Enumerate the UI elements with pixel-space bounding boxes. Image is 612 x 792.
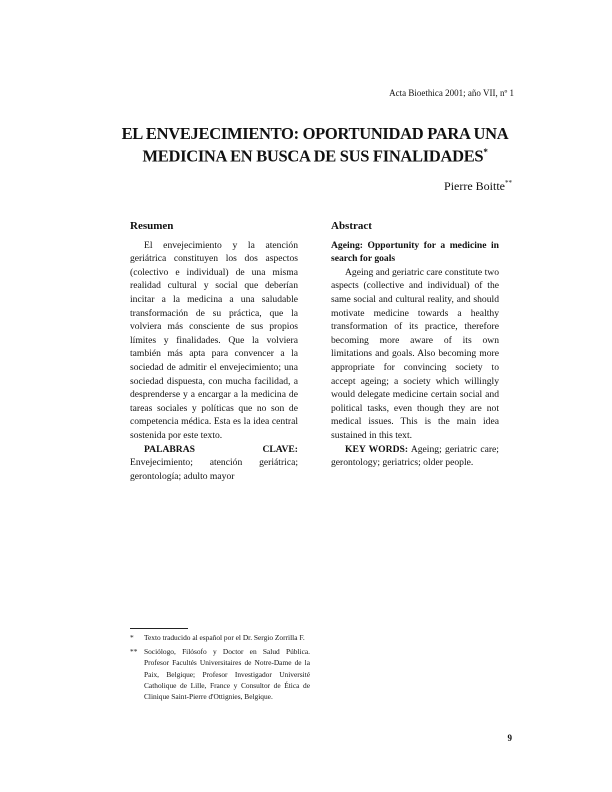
resumen-column (130, 220, 298, 483)
footnote-item (130, 646, 310, 702)
resumen-keywords-label: PALABRAS CLAVE: (144, 443, 298, 455)
footnote-mark: ** (130, 647, 138, 657)
footnotes (130, 632, 310, 705)
author-text: Pierre Boitte (444, 179, 505, 193)
resumen-keywords (130, 443, 298, 484)
journal-citation: Acta Bioethica 2001; año VII, nº 1 (389, 88, 514, 98)
title-text: EL ENVEJECIMIENTO: OPORTUNIDAD PARA UNA MEDICINA EN BUSCA DE SUS FINALIDADES (121, 124, 509, 166)
abstract-body: Ageing and geriatric care constitute two aspects (collective and individual) of the same social and cultural reality, and should motivate medicine towards a healthy transformation of its practice, therefore becoming more aware of its own limitations and goals. Also becoming more appropriate for convincing society to accept ageing; a society which willingly would delegate medicine certain social and political tasks, even though they are not medical issues. This is the main idea sustained in this text. (331, 266, 499, 441)
abstract-column (331, 220, 499, 470)
footnote-item (130, 632, 310, 643)
abstract-heading: Abstract (331, 220, 372, 232)
author-name (444, 179, 512, 194)
footnote-mark: * (130, 633, 134, 642)
resumen-heading: Resumen (130, 220, 174, 232)
abstract-keywords-label: KEY WORDS: (345, 443, 409, 455)
title-footnote-mark: * (483, 147, 488, 157)
article-title (100, 124, 530, 166)
footnote-text: Sociólogo, Filósofo y Doctor en Salud Pública. Profesor Facultés Universitaires de Notre-Dame de la Paix, Belgique; Profesor Investigador Université Catholique de Lille, France y Consultor de Ética de Clinique Saint-Pierre d'Ottignies, Belgique. (144, 647, 310, 702)
page-number: 9 (507, 733, 512, 743)
abstract-subtitle: Ageing: Opportunity for a medicine in search for goals (331, 239, 499, 265)
footnote-text: Texto traducido al español por el Dr. Sergio Zorrilla F. (144, 633, 305, 642)
footnote-divider (130, 628, 188, 629)
author-footnote-mark: ** (505, 179, 512, 187)
resumen-keywords-text: Envejecimiento; atención geriátrica; gerontología; adulto mayor (130, 457, 298, 482)
resumen-body: El envejecimiento y la atención geriátrica constituyen los dos aspectos (colectivo e individual) de una misma realidad cultural y social que deberían incitar a la medicina a una saludable transformación de su práctica, que la volviera más consciente de sus propios límites y finalidades. Que la volviera también más apta para convencer a la sociedad de admitir el envejecimiento; una sociedad dispuesta, con mucha facilidad, a desprenderse y a encargar a la medicina de tareas sociales y políticas que no son de competencia médica. Esta es la idea central sostenida por este texto. (130, 239, 298, 441)
abstract-keywords-text: Ageing; geriatric care; gerontology; geriatrics; older people. (331, 443, 499, 469)
abstract-keywords (331, 443, 499, 470)
